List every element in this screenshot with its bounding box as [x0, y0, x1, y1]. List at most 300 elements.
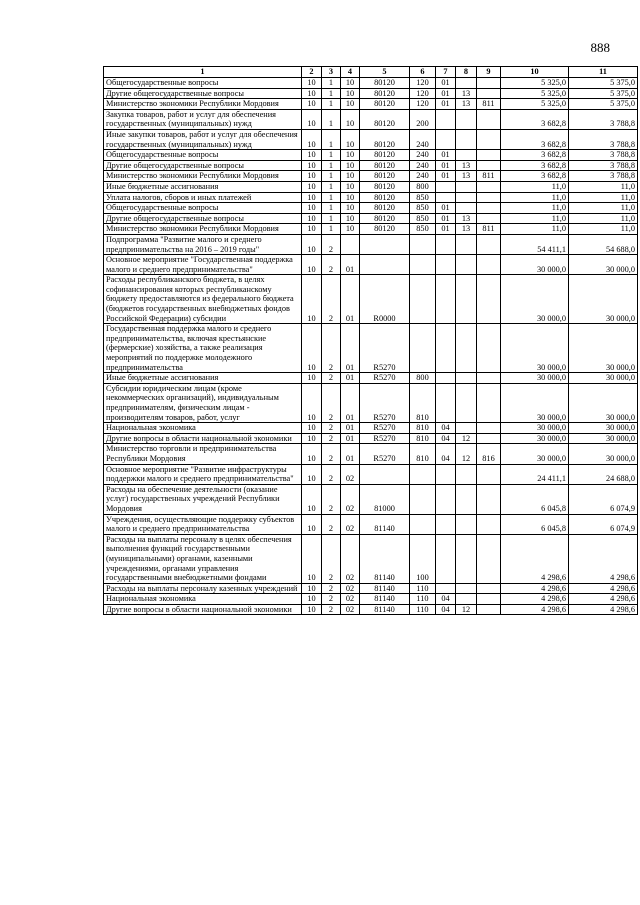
subsection-code-cell [456, 129, 477, 149]
subsection-code-cell [456, 594, 477, 605]
direction-code-cell: 80120 [360, 129, 410, 149]
direction-code-cell: 80120 [360, 99, 410, 110]
ministry-code-cell: 811 [477, 99, 501, 110]
section-code-cell: 10 [302, 423, 322, 434]
row-name-cell: Другие общегосударственные вопросы [104, 160, 302, 171]
row-name-cell: Министерство экономики Республики Мордовия [104, 171, 302, 182]
direction-code-cell: 81140 [360, 534, 410, 583]
chapter-code-cell: 01 [436, 171, 456, 182]
amount-2019-cell: 24 688,0 [569, 464, 638, 484]
subprogram-code-cell: 1 [322, 129, 341, 149]
table-row [104, 275, 638, 324]
amount-2018-cell: 30 000,0 [501, 433, 569, 444]
chapter-code-cell [436, 383, 456, 422]
direction-code-cell: 81140 [360, 583, 410, 594]
table-row [104, 192, 638, 203]
section-code-cell: 10 [302, 88, 322, 99]
expense-type-cell [410, 324, 436, 373]
direction-code-cell [360, 234, 410, 254]
activity-code-cell: 10 [341, 88, 360, 99]
table-row [104, 594, 638, 605]
subprogram-code-cell: 2 [322, 275, 341, 324]
activity-code-cell: 10 [341, 203, 360, 214]
ministry-code-cell [477, 324, 501, 373]
activity-code-cell: 01 [341, 255, 360, 275]
table-row [104, 583, 638, 594]
chapter-code-cell: 04 [436, 594, 456, 605]
chapter-code-cell: 01 [436, 224, 456, 235]
table-row [104, 129, 638, 149]
amount-2019-cell: 30 000,0 [569, 275, 638, 324]
chapter-code-cell: 04 [436, 433, 456, 444]
row-name-cell: Другие общегосударственные вопросы [104, 213, 302, 224]
amount-2018-cell: 24 411,1 [501, 464, 569, 484]
row-name-cell: Основное мероприятие "Государственная поддержка малого и среднего предпринимательства" [104, 255, 302, 275]
subsection-code-cell [456, 275, 477, 324]
section-code-cell: 10 [302, 255, 322, 275]
expense-type-cell: 240 [410, 150, 436, 161]
direction-code-cell: 81140 [360, 594, 410, 605]
subprogram-code-cell: 1 [322, 150, 341, 161]
section-code-cell: 10 [302, 583, 322, 594]
expense-type-cell: 120 [410, 78, 436, 89]
activity-code-cell: 02 [341, 604, 360, 615]
ministry-code-cell [477, 275, 501, 324]
subsection-code-cell [456, 383, 477, 422]
table-row [104, 255, 638, 275]
direction-code-cell: 80120 [360, 78, 410, 89]
amount-2019-cell: 4 298,6 [569, 534, 638, 583]
amount-2019-cell: 6 074,9 [569, 484, 638, 514]
activity-code-cell: 10 [341, 99, 360, 110]
section-code-cell: 10 [302, 484, 322, 514]
amount-2019-cell: 4 298,6 [569, 583, 638, 594]
ministry-code-cell [477, 181, 501, 192]
section-code-cell: 10 [302, 433, 322, 444]
amount-2019-cell: 30 000,0 [569, 373, 638, 384]
row-name-cell: Основное мероприятие "Развитие инфраструктуры поддержки малого и среднего предпринимательства" [104, 464, 302, 484]
subsection-code-cell [456, 514, 477, 534]
expense-type-cell: 110 [410, 583, 436, 594]
ministry-code-cell [477, 234, 501, 254]
amount-2019-cell: 5 375,0 [569, 88, 638, 99]
amount-2019-cell: 30 000,0 [569, 444, 638, 464]
chapter-code-cell [436, 255, 456, 275]
table-row [104, 534, 638, 583]
amount-2019-cell: 3 788,8 [569, 129, 638, 149]
chapter-code-cell: 01 [436, 213, 456, 224]
direction-code-cell: 81140 [360, 604, 410, 615]
direction-code-cell: R5270 [360, 324, 410, 373]
amount-2019-cell: 30 000,0 [569, 324, 638, 373]
amount-2018-cell: 3 682,8 [501, 160, 569, 171]
ministry-code-cell [477, 109, 501, 129]
amount-2018-cell: 30 000,0 [501, 373, 569, 384]
direction-code-cell [360, 464, 410, 484]
subprogram-code-cell: 2 [322, 255, 341, 275]
subprogram-code-cell: 2 [322, 433, 341, 444]
chapter-code-cell [436, 109, 456, 129]
amount-2019-cell: 5 375,0 [569, 78, 638, 89]
row-name-cell: Общегосударственные вопросы [104, 203, 302, 214]
table-row [104, 324, 638, 373]
ministry-code-cell [477, 129, 501, 149]
row-name-cell: Министерство торговли и предпринимательства Республики Мордовия [104, 444, 302, 464]
table-row [104, 213, 638, 224]
subprogram-code-cell: 1 [322, 78, 341, 89]
table-row [104, 604, 638, 615]
subprogram-code-cell: 1 [322, 192, 341, 203]
activity-code-cell: 10 [341, 160, 360, 171]
activity-code-cell: 10 [341, 109, 360, 129]
ministry-code-cell: 816 [477, 444, 501, 464]
table-row [104, 88, 638, 99]
chapter-code-cell: 01 [436, 203, 456, 214]
row-name-cell: Расходы на обеспечение деятельности (оказание услуг) государственных учреждений Республики Мордовия [104, 484, 302, 514]
amount-2018-cell: 11,0 [501, 213, 569, 224]
amount-2019-cell: 3 788,8 [569, 160, 638, 171]
amount-2018-cell: 11,0 [501, 192, 569, 203]
row-name-cell: Иные бюджетные ассигнования [104, 181, 302, 192]
section-code-cell: 10 [302, 373, 322, 384]
subsection-code-cell [456, 484, 477, 514]
amount-2018-cell: 5 325,0 [501, 99, 569, 110]
activity-code-cell: 01 [341, 324, 360, 373]
amount-2018-cell: 3 682,8 [501, 129, 569, 149]
section-code-cell: 10 [302, 129, 322, 149]
row-name-cell: Общегосударственные вопросы [104, 78, 302, 89]
direction-code-cell: 80120 [360, 203, 410, 214]
table-row [104, 444, 638, 464]
chapter-code-cell [436, 181, 456, 192]
amount-2018-cell: 30 000,0 [501, 444, 569, 464]
section-code-cell: 10 [302, 275, 322, 324]
subprogram-code-cell: 1 [322, 171, 341, 182]
activity-code-cell: 10 [341, 171, 360, 182]
table-row [104, 171, 638, 182]
amount-2018-cell: 11,0 [501, 181, 569, 192]
activity-code-cell: 10 [341, 224, 360, 235]
amount-2018-cell: 3 682,8 [501, 109, 569, 129]
activity-code-cell: 01 [341, 423, 360, 434]
amount-2018-cell: 6 045,8 [501, 484, 569, 514]
activity-code-cell: 10 [341, 129, 360, 149]
expense-type-cell: 240 [410, 171, 436, 182]
table-row [104, 373, 638, 384]
chapter-code-cell: 01 [436, 150, 456, 161]
ministry-code-cell [477, 78, 501, 89]
expense-type-cell: 850 [410, 224, 436, 235]
activity-code-cell: 01 [341, 275, 360, 324]
amount-2018-cell: 3 682,8 [501, 171, 569, 182]
subsection-code-cell [456, 534, 477, 583]
ministry-code-cell [477, 433, 501, 444]
column-header: 1 [104, 67, 302, 78]
section-code-cell: 10 [302, 192, 322, 203]
section-code-cell: 10 [302, 160, 322, 171]
direction-code-cell: 80120 [360, 213, 410, 224]
expense-type-cell: 240 [410, 160, 436, 171]
section-code-cell: 10 [302, 464, 322, 484]
row-name-cell: Закупка товаров, работ и услуг для обеспечения государственных (муниципальных) нужд [104, 109, 302, 129]
expense-type-cell: 100 [410, 534, 436, 583]
section-code-cell: 10 [302, 224, 322, 235]
ministry-code-cell [477, 373, 501, 384]
table-header-row [104, 67, 638, 78]
section-code-cell: 10 [302, 203, 322, 214]
amount-2019-cell: 11,0 [569, 213, 638, 224]
activity-code-cell: 10 [341, 213, 360, 224]
amount-2019-cell: 6 074,9 [569, 514, 638, 534]
ministry-code-cell [477, 514, 501, 534]
table-row [104, 423, 638, 434]
ministry-code-cell [477, 192, 501, 203]
budget-table [103, 66, 638, 615]
subsection-code-cell: 13 [456, 88, 477, 99]
section-code-cell: 10 [302, 383, 322, 422]
subprogram-code-cell: 1 [322, 224, 341, 235]
row-name-cell: Иные закупки товаров, работ и услуг для обеспечения государственных (муниципальных) нужд [104, 129, 302, 149]
activity-code-cell: 01 [341, 373, 360, 384]
table-row [104, 514, 638, 534]
subsection-code-cell [456, 150, 477, 161]
expense-type-cell: 240 [410, 129, 436, 149]
chapter-code-cell [436, 129, 456, 149]
expense-type-cell: 110 [410, 594, 436, 605]
subsection-code-cell [456, 109, 477, 129]
direction-code-cell: 80120 [360, 181, 410, 192]
subsection-code-cell [456, 192, 477, 203]
chapter-code-cell [436, 583, 456, 594]
expense-type-cell: 850 [410, 192, 436, 203]
amount-2019-cell: 3 788,8 [569, 150, 638, 161]
ministry-code-cell [477, 534, 501, 583]
row-name-cell: Другие вопросы в области национальной экономики [104, 433, 302, 444]
section-code-cell: 10 [302, 213, 322, 224]
table-row [104, 383, 638, 422]
direction-code-cell: 80120 [360, 160, 410, 171]
section-code-cell: 10 [302, 234, 322, 254]
direction-code-cell: R5270 [360, 383, 410, 422]
subsection-code-cell: 13 [456, 160, 477, 171]
ministry-code-cell [477, 464, 501, 484]
amount-2018-cell: 5 325,0 [501, 78, 569, 89]
direction-code-cell: R0000 [360, 275, 410, 324]
expense-type-cell [410, 275, 436, 324]
amount-2018-cell: 4 298,6 [501, 594, 569, 605]
subprogram-code-cell: 2 [322, 484, 341, 514]
table-row [104, 234, 638, 254]
subsection-code-cell: 13 [456, 213, 477, 224]
subprogram-code-cell: 2 [322, 534, 341, 583]
section-code-cell: 10 [302, 171, 322, 182]
column-header: 10 [501, 67, 569, 78]
amount-2019-cell: 11,0 [569, 224, 638, 235]
amount-2018-cell: 54 411,1 [501, 234, 569, 254]
amount-2018-cell: 5 325,0 [501, 88, 569, 99]
row-name-cell: Министерство экономики Республики Мордовия [104, 99, 302, 110]
column-header: 9 [477, 67, 501, 78]
activity-code-cell [341, 234, 360, 254]
subprogram-code-cell: 2 [322, 234, 341, 254]
direction-code-cell: 80120 [360, 171, 410, 182]
direction-code-cell: 80120 [360, 192, 410, 203]
column-header: 2 [302, 67, 322, 78]
expense-type-cell: 810 [410, 433, 436, 444]
chapter-code-cell: 04 [436, 604, 456, 615]
expense-type-cell: 850 [410, 213, 436, 224]
amount-2018-cell: 4 298,6 [501, 534, 569, 583]
expense-type-cell [410, 234, 436, 254]
subprogram-code-cell: 2 [322, 383, 341, 422]
activity-code-cell: 02 [341, 594, 360, 605]
subsection-code-cell [456, 324, 477, 373]
ministry-code-cell: 811 [477, 171, 501, 182]
section-code-cell: 10 [302, 109, 322, 129]
chapter-code-cell: 01 [436, 78, 456, 89]
subsection-code-cell [456, 583, 477, 594]
expense-type-cell: 850 [410, 203, 436, 214]
expense-type-cell: 800 [410, 181, 436, 192]
row-name-cell: Расходы республиканского бюджета, в целях софинансирования которых республиканскому бюджету предоставляются из федерального бюджета (бюджетов государственных внебюджетных фондов Российской Федерации) субсидии [104, 275, 302, 324]
column-header: 8 [456, 67, 477, 78]
subprogram-code-cell: 2 [322, 373, 341, 384]
section-code-cell: 10 [302, 604, 322, 615]
chapter-code-cell [436, 464, 456, 484]
direction-code-cell: 80120 [360, 150, 410, 161]
amount-2018-cell: 30 000,0 [501, 255, 569, 275]
expense-type-cell: 800 [410, 373, 436, 384]
ministry-code-cell [477, 604, 501, 615]
table-row [104, 150, 638, 161]
direction-code-cell: R5270 [360, 433, 410, 444]
subprogram-code-cell: 2 [322, 604, 341, 615]
direction-code-cell: 80120 [360, 109, 410, 129]
expense-type-cell [410, 255, 436, 275]
chapter-code-cell: 01 [436, 160, 456, 171]
amount-2018-cell: 4 298,6 [501, 604, 569, 615]
row-name-cell: Национальная экономика [104, 423, 302, 434]
subsection-code-cell: 13 [456, 224, 477, 235]
amount-2019-cell: 4 298,6 [569, 604, 638, 615]
row-name-cell: Общегосударственные вопросы [104, 150, 302, 161]
table-row [104, 433, 638, 444]
table-row [104, 78, 638, 89]
ministry-code-cell: 811 [477, 224, 501, 235]
row-name-cell: Уплата налогов, сборов и иных платежей [104, 192, 302, 203]
subsection-code-cell: 13 [456, 99, 477, 110]
chapter-code-cell [436, 373, 456, 384]
page-number: 888 [590, 40, 610, 55]
table-row [104, 109, 638, 129]
ministry-code-cell [477, 484, 501, 514]
section-code-cell: 10 [302, 514, 322, 534]
amount-2018-cell: 3 682,8 [501, 150, 569, 161]
column-header: 11 [569, 67, 638, 78]
table-row [104, 224, 638, 235]
row-name-cell: Государственная поддержка малого и среднего предпринимательства, включая крестьянские (фермерские) хозяйства, а также реализация мероприятий по поддержке молодежного предпринимательства [104, 324, 302, 373]
subsection-code-cell: 12 [456, 433, 477, 444]
section-code-cell: 10 [302, 99, 322, 110]
subprogram-code-cell: 1 [322, 109, 341, 129]
subsection-code-cell [456, 464, 477, 484]
subsection-code-cell: 12 [456, 604, 477, 615]
subsection-code-cell: 13 [456, 171, 477, 182]
row-name-cell: Национальная экономика [104, 594, 302, 605]
subprogram-code-cell: 2 [322, 324, 341, 373]
amount-2019-cell: 5 375,0 [569, 99, 638, 110]
direction-code-cell: 80120 [360, 224, 410, 235]
chapter-code-cell: 01 [436, 88, 456, 99]
subsection-code-cell [456, 255, 477, 275]
subprogram-code-cell: 1 [322, 203, 341, 214]
chapter-code-cell [436, 514, 456, 534]
amount-2019-cell: 30 000,0 [569, 433, 638, 444]
chapter-code-cell [436, 324, 456, 373]
table-row [104, 181, 638, 192]
direction-code-cell: R5270 [360, 423, 410, 434]
chapter-code-cell [436, 484, 456, 514]
direction-code-cell: 81140 [360, 514, 410, 534]
activity-code-cell: 10 [341, 192, 360, 203]
subsection-code-cell: 12 [456, 444, 477, 464]
direction-code-cell: R5270 [360, 373, 410, 384]
amount-2018-cell: 6 045,8 [501, 514, 569, 534]
activity-code-cell: 02 [341, 484, 360, 514]
ministry-code-cell [477, 150, 501, 161]
section-code-cell: 10 [302, 534, 322, 583]
ministry-code-cell [477, 88, 501, 99]
subprogram-code-cell: 2 [322, 464, 341, 484]
amount-2018-cell: 11,0 [501, 224, 569, 235]
activity-code-cell: 01 [341, 444, 360, 464]
ministry-code-cell [477, 383, 501, 422]
amount-2019-cell: 11,0 [569, 203, 638, 214]
amount-2018-cell: 30 000,0 [501, 383, 569, 422]
table-row [104, 160, 638, 171]
amount-2019-cell: 11,0 [569, 192, 638, 203]
subsection-code-cell [456, 181, 477, 192]
chapter-code-cell [436, 192, 456, 203]
row-name-cell: Министерство экономики Республики Мордовия [104, 224, 302, 235]
amount-2018-cell: 30 000,0 [501, 324, 569, 373]
expense-type-cell: 200 [410, 109, 436, 129]
activity-code-cell: 02 [341, 534, 360, 583]
direction-code-cell: 81000 [360, 484, 410, 514]
ministry-code-cell [477, 213, 501, 224]
direction-code-cell: R5270 [360, 444, 410, 464]
activity-code-cell: 02 [341, 583, 360, 594]
direction-code-cell: 80120 [360, 88, 410, 99]
chapter-code-cell [436, 234, 456, 254]
expense-type-cell: 810 [410, 423, 436, 434]
chapter-code-cell [436, 534, 456, 583]
chapter-code-cell [436, 275, 456, 324]
amount-2018-cell: 11,0 [501, 203, 569, 214]
column-header: 7 [436, 67, 456, 78]
column-header: 3 [322, 67, 341, 78]
expense-type-cell: 120 [410, 99, 436, 110]
amount-2019-cell: 11,0 [569, 181, 638, 192]
subprogram-code-cell: 2 [322, 423, 341, 434]
activity-code-cell: 02 [341, 464, 360, 484]
section-code-cell: 10 [302, 594, 322, 605]
section-code-cell: 10 [302, 324, 322, 373]
subsection-code-cell [456, 373, 477, 384]
ministry-code-cell [477, 255, 501, 275]
ministry-code-cell [477, 160, 501, 171]
amount-2019-cell: 30 000,0 [569, 423, 638, 434]
